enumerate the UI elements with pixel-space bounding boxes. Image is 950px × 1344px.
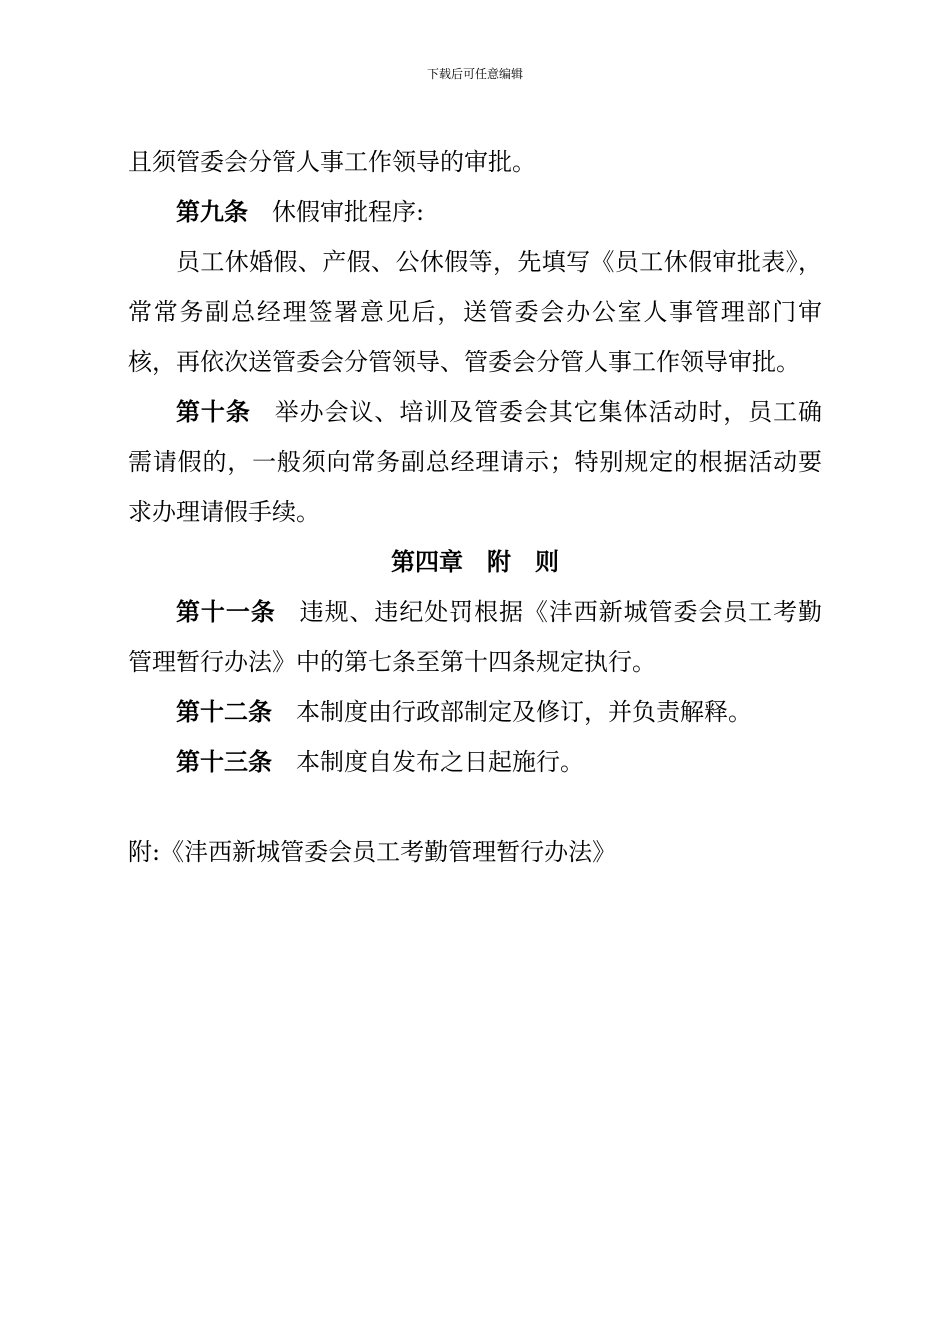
spacer (128, 787, 822, 827)
document-body (128, 137, 822, 877)
article-9-label: 第九条 (176, 198, 248, 226)
article-9-text: 休假审批程序: (272, 198, 425, 226)
article-10-text: 举办会议、培训及管委会其它集体活动时，员工确需请假的，一般须向常务副总经理请示；特别规定的根据活动要求办理请假手续。 (128, 398, 822, 526)
article-9-body: 员工休婚假、产假、公休假等，先填写《员工休假审批表》，常常务副总经理签署意见后，送管委会办公室人事管理部门审核，再依次送管委会分管领导、管委会分管人事工作领导审批。 (128, 248, 822, 376)
article-11-text: 违规、违纪处罚根据《沣西新城管委会员工考勤管理暂行办法》中的第七条至第十四条规定执行。 (128, 598, 823, 676)
chapter-4-number: 第四章 (391, 548, 463, 576)
article-12 (128, 687, 822, 737)
article-13 (128, 737, 822, 787)
article-11-label: 第十一条 (176, 598, 276, 626)
article-10-label: 第十条 (176, 398, 251, 426)
article-12-text: 本制度由行政部制定及修订，并负责解释。 (296, 698, 752, 726)
article-9 (128, 187, 822, 237)
article-11 (128, 587, 822, 687)
article-13-text: 本制度自发布之日起施行。 (296, 748, 584, 776)
article-12-label: 第十二条 (176, 698, 272, 726)
article-10 (128, 387, 822, 537)
chapter-4-heading (128, 537, 822, 587)
paragraph-continuation: 且须管委会分管人事工作领导的审批。 (128, 148, 536, 176)
attachment-note: 附:《沣西新城管委会员工考勤管理暂行办法》 (128, 838, 617, 866)
page-header: 下载后可任意编辑 (426, 67, 523, 81)
chapter-4-name-1: 附 (487, 548, 511, 576)
chapter-4-name-2: 则 (535, 548, 559, 576)
article-13-label: 第十三条 (176, 748, 272, 776)
